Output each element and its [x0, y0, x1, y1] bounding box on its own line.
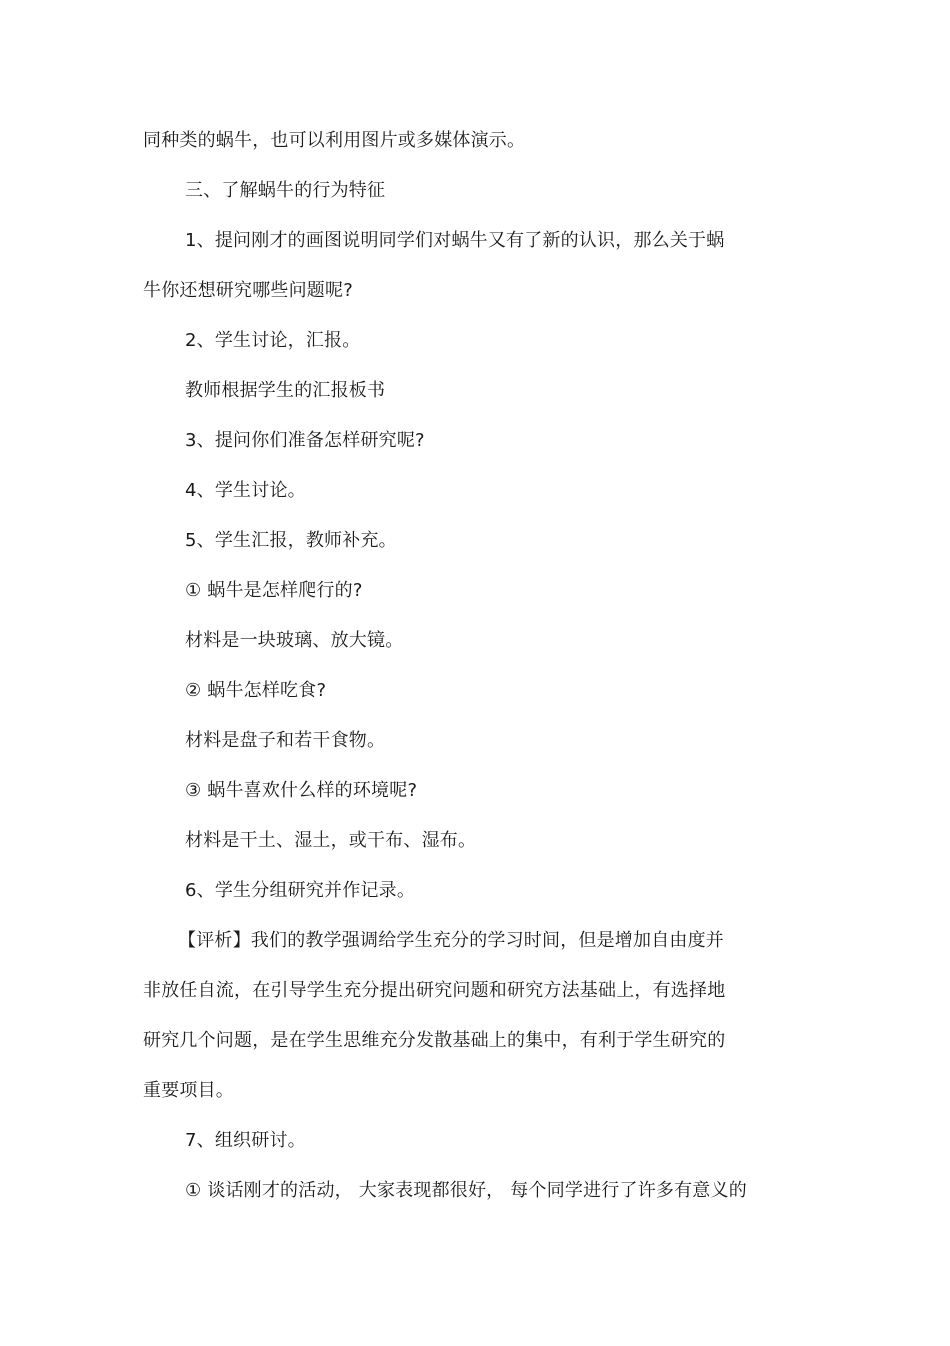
- commentary-line: 【评析】我们的教学强调给学生充分的学习时间，但是增加自由度并: [178, 930, 724, 951]
- commentary-line: 非放任自流，在引导学生充分提出研究问题和研究方法基础上，有选择地: [143, 980, 726, 1001]
- commentary-line: 研究几个问题，是在学生思维充分发散基础上的集中，有利于学生研究的: [143, 1030, 726, 1051]
- paragraph-line: 7、组织研讨。: [185, 1130, 306, 1151]
- paragraph-line: 6、学生分组研究并作记录。: [185, 880, 416, 901]
- paragraph-line: 同种类的蜗牛，也可以利用图片或多媒体演示。: [143, 130, 526, 151]
- paragraph-line: 5、学生汇报，教师补充。: [185, 530, 397, 551]
- section-heading: 三、了解蜗牛的行为特征: [185, 180, 386, 201]
- paragraph-line: 材料是一块玻璃、放大镜。: [185, 630, 404, 651]
- paragraph-line: 4、学生讨论。: [185, 480, 306, 501]
- paragraph-line: 材料是干土、湿土，或干布、湿布。: [185, 830, 477, 851]
- paragraph-line: 2、学生讨论，汇报。: [185, 330, 361, 351]
- list-item: ③ 蜗牛喜欢什么样的环境呢?: [185, 780, 418, 801]
- commentary-line: 重要项目。: [143, 1080, 234, 1101]
- paragraph-line: 教师根据学生的汇报板书: [185, 380, 386, 401]
- list-item: ② 蜗牛怎样吃食?: [185, 680, 327, 701]
- list-item: ① 蜗牛是怎样爬行的?: [185, 580, 363, 601]
- paragraph-line: 牛你还想研究哪些问题呢?: [143, 280, 353, 301]
- paragraph-line: 1、提问刚才的画图说明同学们对蜗牛又有了新的认识，那么关于蜗: [185, 230, 725, 251]
- list-item: ① 谈话刚才的活动， 大家表现都很好， 每个同学进行了许多有意义的: [185, 1180, 747, 1201]
- paragraph-line: 材料是盘子和若干食物。: [185, 730, 386, 751]
- paragraph-line: 3、提问你们准备怎样研究呢?: [185, 430, 425, 451]
